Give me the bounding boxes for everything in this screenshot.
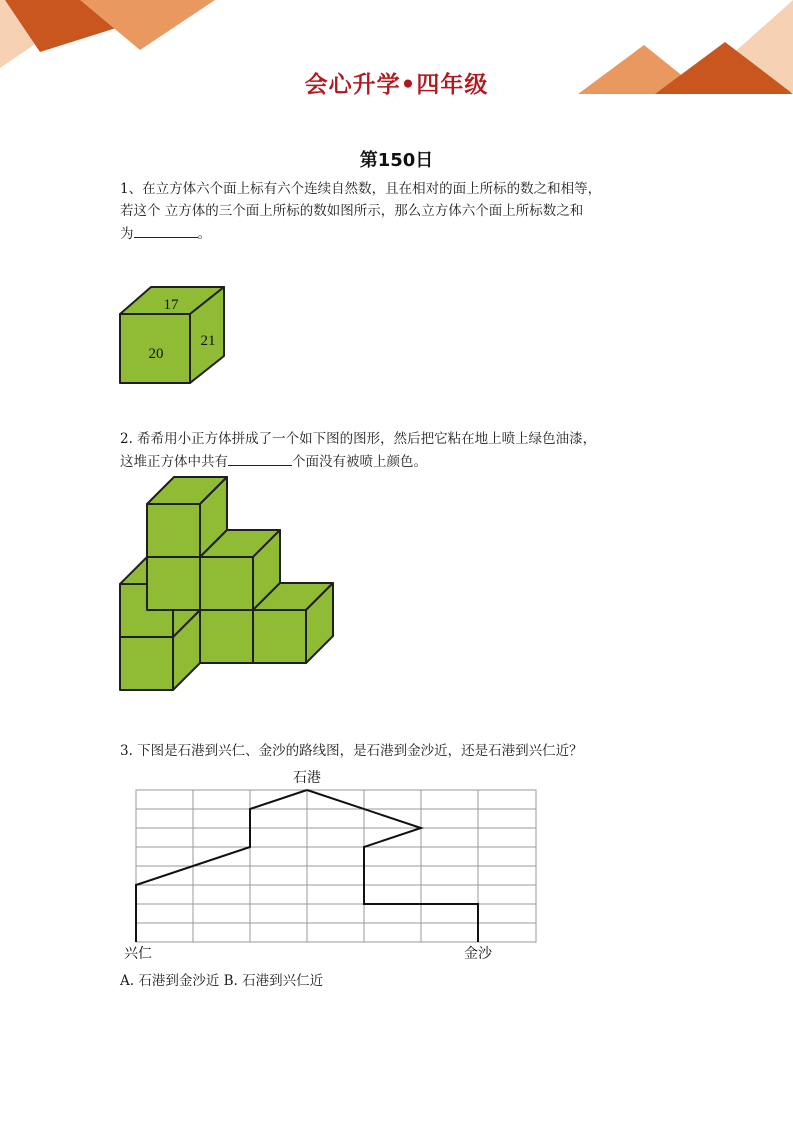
q3-question: 3. 下图是石港到兴仁、金沙的路线图，是石港到金沙近，还是石港到兴仁近？ (120, 743, 583, 759)
q1-cube-figure (115, 282, 235, 392)
label-shigang: 石港 (293, 770, 321, 786)
q2-line-2-suffix: 个面没有被喷上颜色。 (292, 454, 427, 470)
q1-line-3 (120, 222, 680, 245)
day-title: 第150日 (359, 150, 434, 171)
q3-route-map (115, 765, 545, 965)
q1-text (120, 178, 680, 245)
q1-line-3-prefix: 为 (120, 226, 134, 242)
q1-line-1: 1、在立方体六个面上标有六个连续自然数，且在相对的面上所标的数之和相等， (120, 181, 602, 197)
label-jinsha: 金沙 (464, 946, 492, 962)
q2-answer-blank[interactable] (228, 450, 292, 466)
cube-top-number: 17 (163, 297, 179, 313)
q2-cube-stack-figure (115, 472, 340, 697)
q2-line-2 (120, 450, 680, 473)
q1-line-2: 若这个 立方体的三个面上所标的数如图所示，那么立方体六个面上所标数之和 (120, 203, 584, 219)
q1-line-3-suffix: 。 (197, 226, 211, 242)
cube-front-number: 20 (148, 346, 164, 362)
q2-text (120, 428, 680, 473)
brand-title: 会心升学•四年级 (304, 72, 489, 98)
q1-answer-blank[interactable] (134, 222, 198, 238)
q2-line-2-prefix: 这堆正方体中共有 (120, 454, 228, 470)
q3-options: A. 石港到金沙近 B. 石港到兴仁近 (120, 973, 324, 989)
label-xingren: 兴仁 (124, 946, 152, 962)
cube-right-number: 21 (200, 333, 216, 349)
q2-line-1: 2. 希希用小正方体拼成了一个如下图的图形，然后把它粘在地上喷上绿色油漆， (120, 431, 597, 447)
